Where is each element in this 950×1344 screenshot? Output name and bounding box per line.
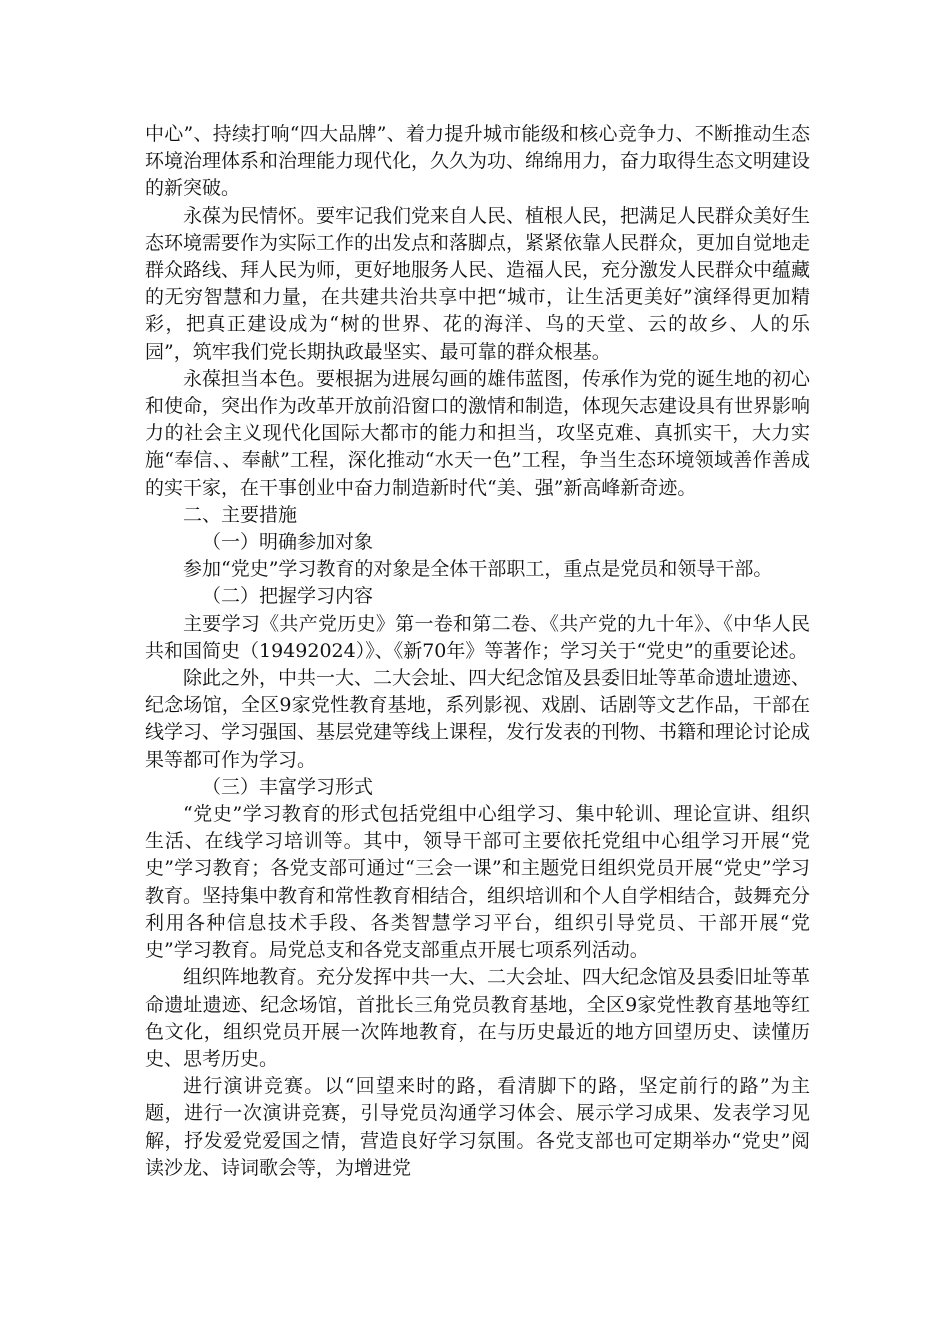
- paragraph-study-content: 主要学习《共产党历史》第一卷和第二卷、《共产党的九十年》、《中华人民共和国简史（19492024）》、《新70年》等著作；学习关于“党史”的重要论述。: [145, 612, 810, 662]
- paragraph-people-sentiment: 永葆为民情怀。要牢记我们党来自人民、植根人民，把满足人民群众美好生态环境需要作为实际工作的出发点和落脚点，紧紧依靠人民群众，更加自觉地走群众路线、拜人民为师，更好地服务人民、造福人民，充分激发人民群众中蕴藏的无穷智慧和力量，在共建共治共享中把“城市，让生活更美好”演绎得更加精彩，把真正建设成为“树的世界、花的海洋、鸟的天堂、云的故乡、人的乐园”，筑牢我们党长期执政最坚实、最可靠的群众根基。: [145, 204, 811, 363]
- subheading-study-content: （二）把握学习内容: [202, 585, 374, 608]
- paragraph-site-education: 组织阵地教育。充分发挥中共一大、二大会址、四大纪念馆及县委旧址等革命遗址遗迹、纪念场馆，首批长三角党员教育基地，全区9家党性教育基地等红色文化，组织党员开展一次阵地教育，在与历史最近的地方回望历史、读懂历史、思考历史。: [145, 966, 811, 1070]
- paragraph-participants: 参加“党史”学习教育的对象是全体干部职工，重点是党员和领导干部。: [183, 558, 773, 581]
- paragraph-study-forms: “党史”学习教育的形式包括党组中心组学习、集中轮训、理论宣讲、组织生活、在线学习培训等。其中，领导干部可主要依托党组中心组学习开展“党史”学习教育；各党支部可通过“三会一课”和主题党日组织党员开展“党史”学习教育。坚持集中教育和常性教育相结合，组织培训和个人自学相结合，鼓舞充分利用各种信息技术手段、各类智慧学习平台，组织引导党员、干部开展“党史”学习教育。局党总支和各党支部重点开展七项系列活动。: [145, 803, 811, 962]
- subheading-study-forms: （三）丰富学习形式: [202, 775, 374, 798]
- section-heading-main-measures: 二、主要措施: [183, 503, 298, 526]
- subheading-participants: （一）明确参加对象: [202, 531, 374, 554]
- paragraph-continuation: 中心”、持续打响“四大品牌”、着力提升城市能级和核心竞争力、不断推动生态环境治理体系和治理能力现代化，久久为功、绵绵用力，奋力取得生态文明建设的新突破。: [145, 123, 811, 200]
- paragraph-responsibility: 永葆担当本色。要根据为进展勾画的雄伟蓝图，传承作为党的诞生地的初心和使命，突出作为改革开放前沿窗口的激情和制造，体现矢志建设具有世界影响力的社会主义现代化国际大都市的能力和担当，攻坚克难、真抓实干，大力实施“奉信、、奉献”工程，深化推动“水天一色”工程，争当生态环境领域善作善成的实干家，在干事创业中奋力制造新时代“美、强”新高峰新奇迹。: [145, 367, 811, 499]
- paragraph-speech-contest: 进行演讲竞赛。以“回望来时的路，看清脚下的路，坚定前行的路”为主题，进行一次演讲竞赛，引导党员沟通学习体会、展示学习成果、发表学习见解，抒发爱党爱国之情，营造良好学习氛围。各党支部也可定期举办“党史”阅读沙龙、诗词歌会等，为增进党: [145, 1075, 810, 1179]
- document-body: [145, 121, 810, 1182]
- paragraph-additional-resources: 除此之外，中共一大、二大会址、四大纪念馆及县委旧址等革命遗址遗迹、纪念场馆，全区9家党性教育基地，系列影视、戏剧、话剧等文艺作品，干部在线学习、学习强国、基层党建等线上课程，发行发表的刊物、书籍和理论讨论成果等都可作为学习。: [145, 667, 811, 771]
